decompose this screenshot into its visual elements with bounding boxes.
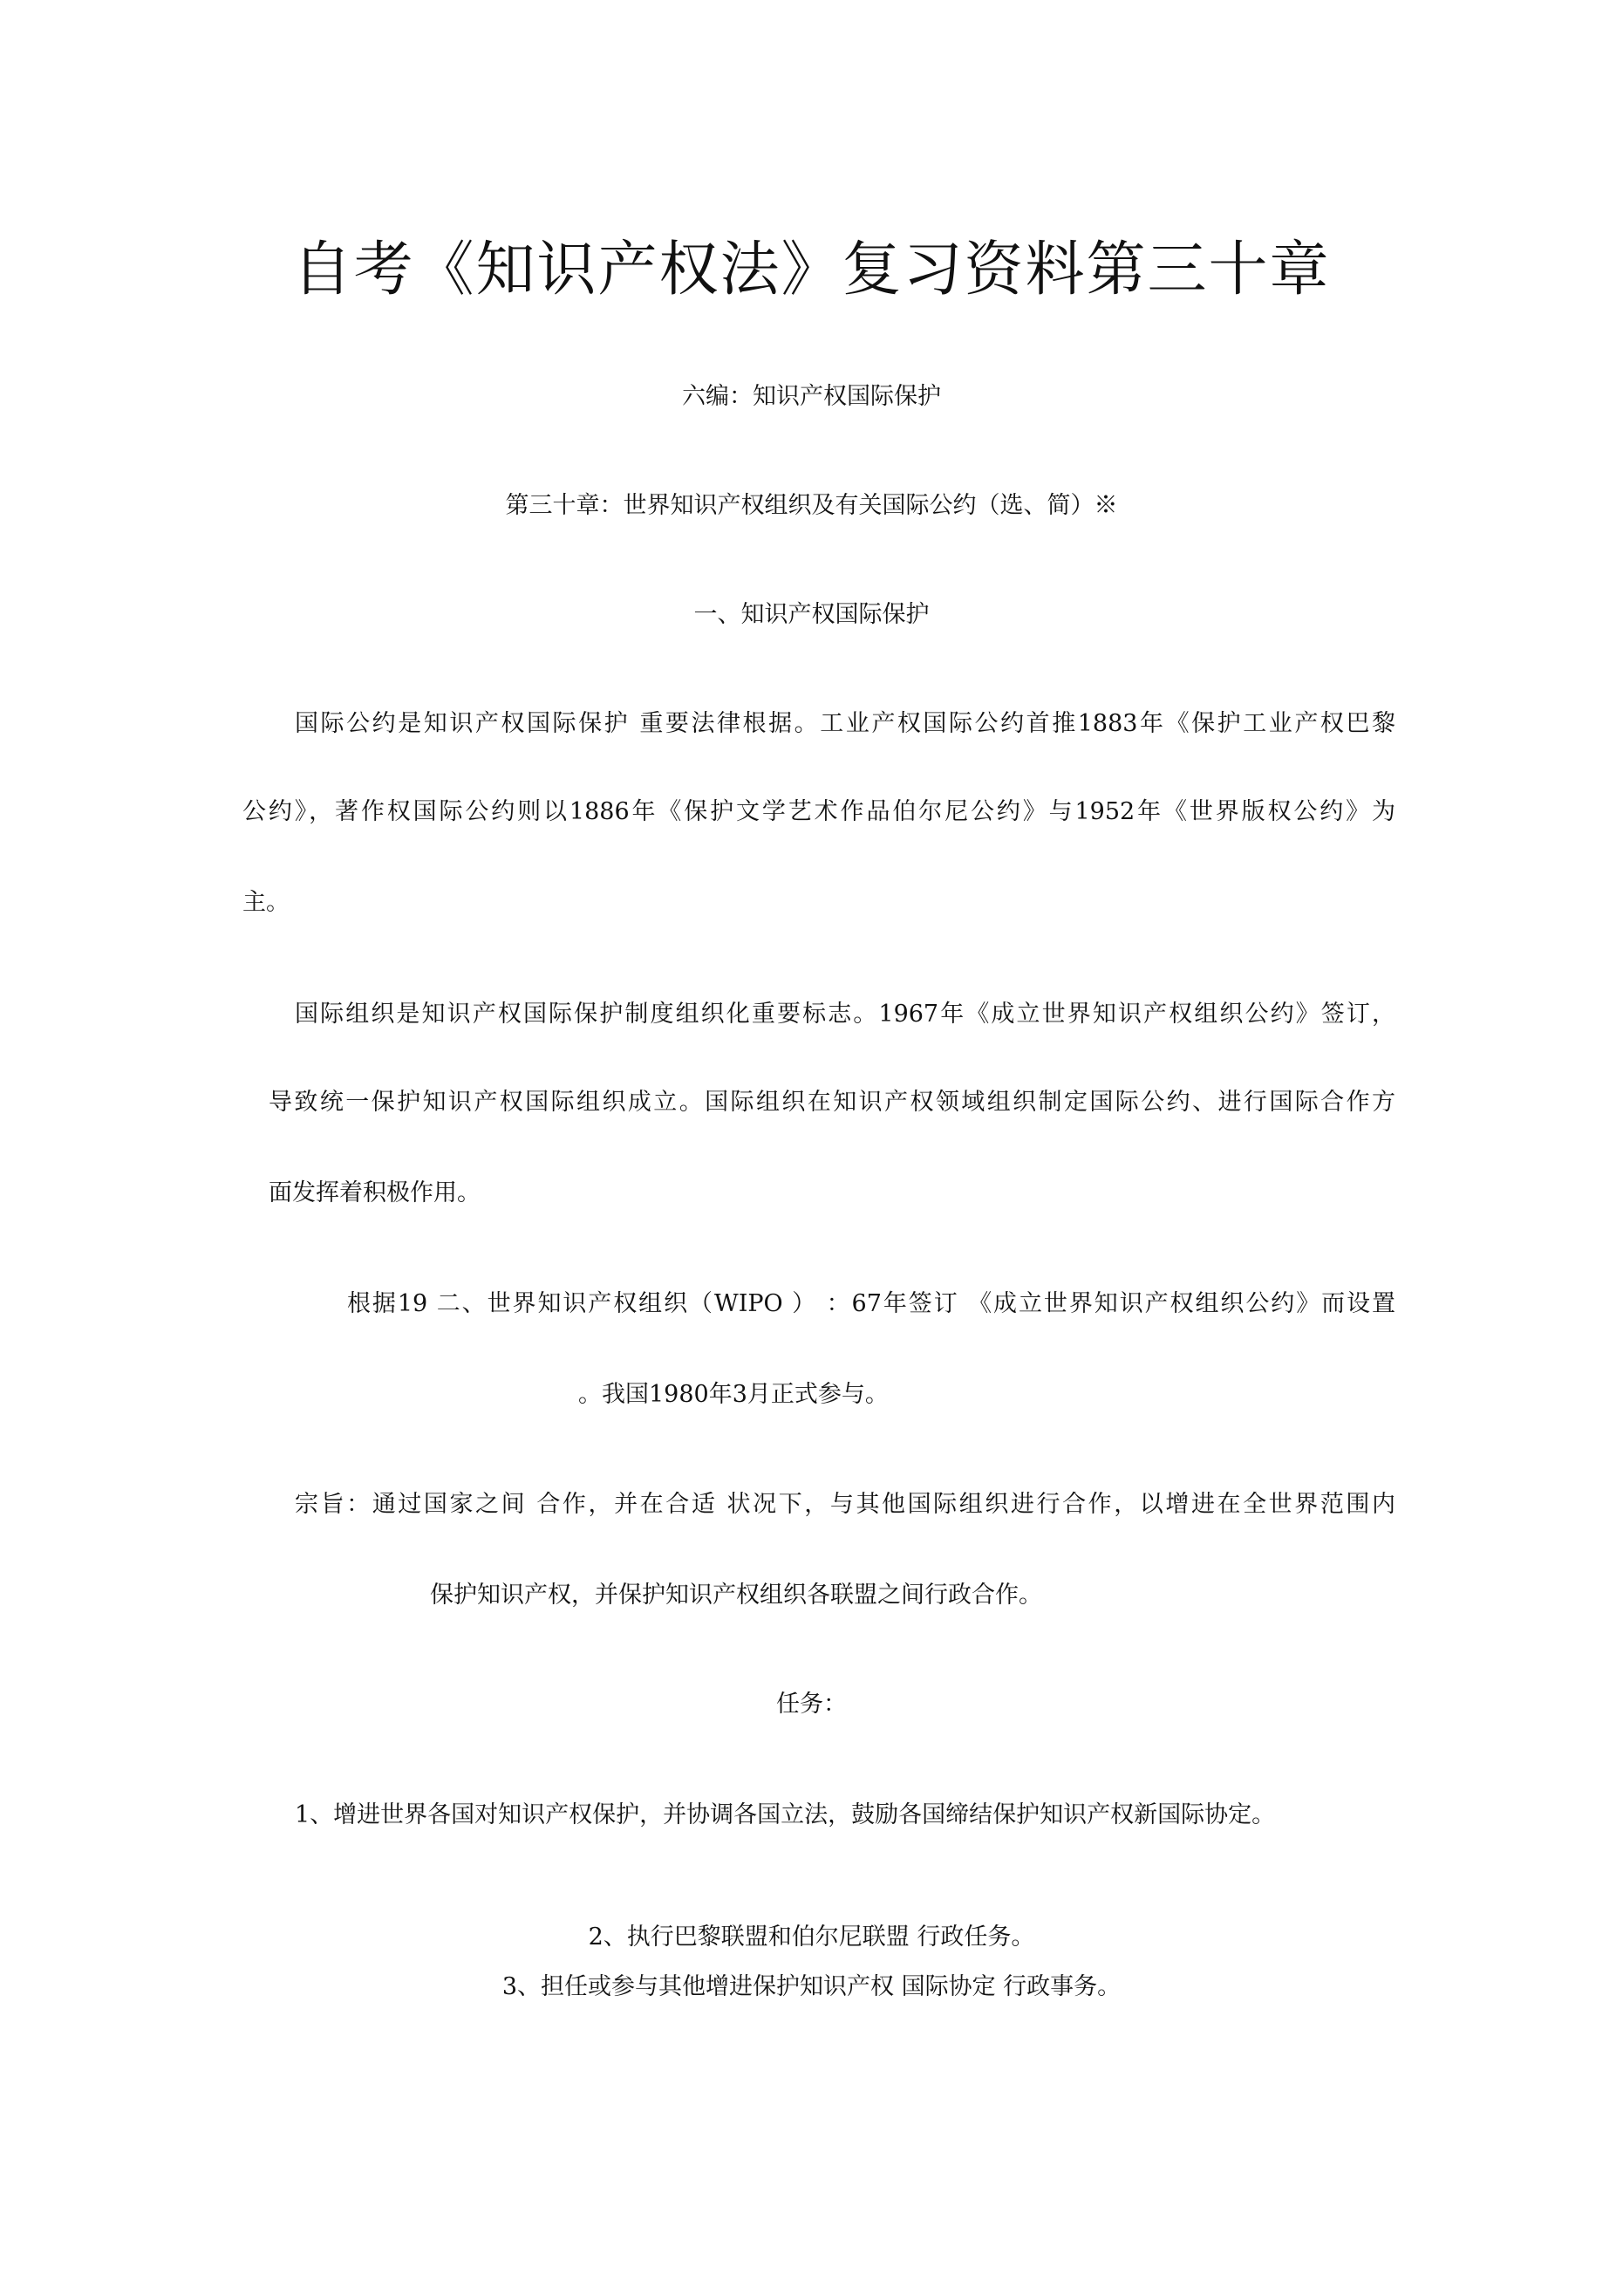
paragraph-line: 公约》，著作权国际公约则以1886年《保护文学艺术作品伯尔尼公约》与1952年《世界版权公约》为 (242, 798, 1395, 825)
list-item: 1、增进世界各国对知识产权保护，并协调各国立法，鼓励各国缔结保护知识产权新国际协定。 (295, 1801, 1276, 1828)
paragraph-line: 导致统一保护知识产权国际组织成立。国际组织在知识产权领域组织制定国际公约、进行国际合作方 (269, 1089, 1395, 1116)
section-heading: 一、知识产权国际保护 (693, 601, 930, 628)
list-item: 2、执行巴黎联盟和伯尔尼联盟 行政任务。 (588, 1924, 1035, 1951)
paragraph-line: 宗旨：通过国家之间 合作，并在合适 状况下，与其他国际组织进行合作，以增进在全世界范围内 (295, 1491, 1395, 1518)
paragraph-line: 根据19 二、世界知识产权组织（WIPO ） ：67年签订 《成立世界知识产权组织公约》而设置 (347, 1290, 1395, 1317)
chapter-heading: 第三十章：世界知识产权组织及有关国际公约（选、简）※ (505, 492, 1118, 519)
part-heading: 六编：知识产权国际保护 (682, 383, 941, 410)
paragraph-line: 。我国1980年3月正式参与。 (578, 1381, 889, 1408)
paragraph-line: 面发挥着积极作用。 (269, 1179, 481, 1206)
paragraph-line: 主。 (242, 889, 290, 916)
list-item: 3、担任或参与其他增进保护知识产权 国际协定 行政事务。 (501, 1973, 1122, 2000)
paragraph-line: 保护知识产权，并保护知识产权组织各联盟之间行政合作。 (430, 1582, 1042, 1609)
document-title: 自考《知识产权法》复习资料第三十章 (292, 236, 1331, 304)
paragraph-line: 国际组织是知识产权国际保护制度组织化重要标志。1967年《成立世界知识产权组织公约》签订， (295, 1001, 1395, 1028)
tasks-heading: 任务： (776, 1691, 847, 1718)
paragraph-line: 国际公约是知识产权国际保护 重要法律根据。工业产权国际公约首推1883年《保护工业产权巴黎 (295, 710, 1395, 737)
